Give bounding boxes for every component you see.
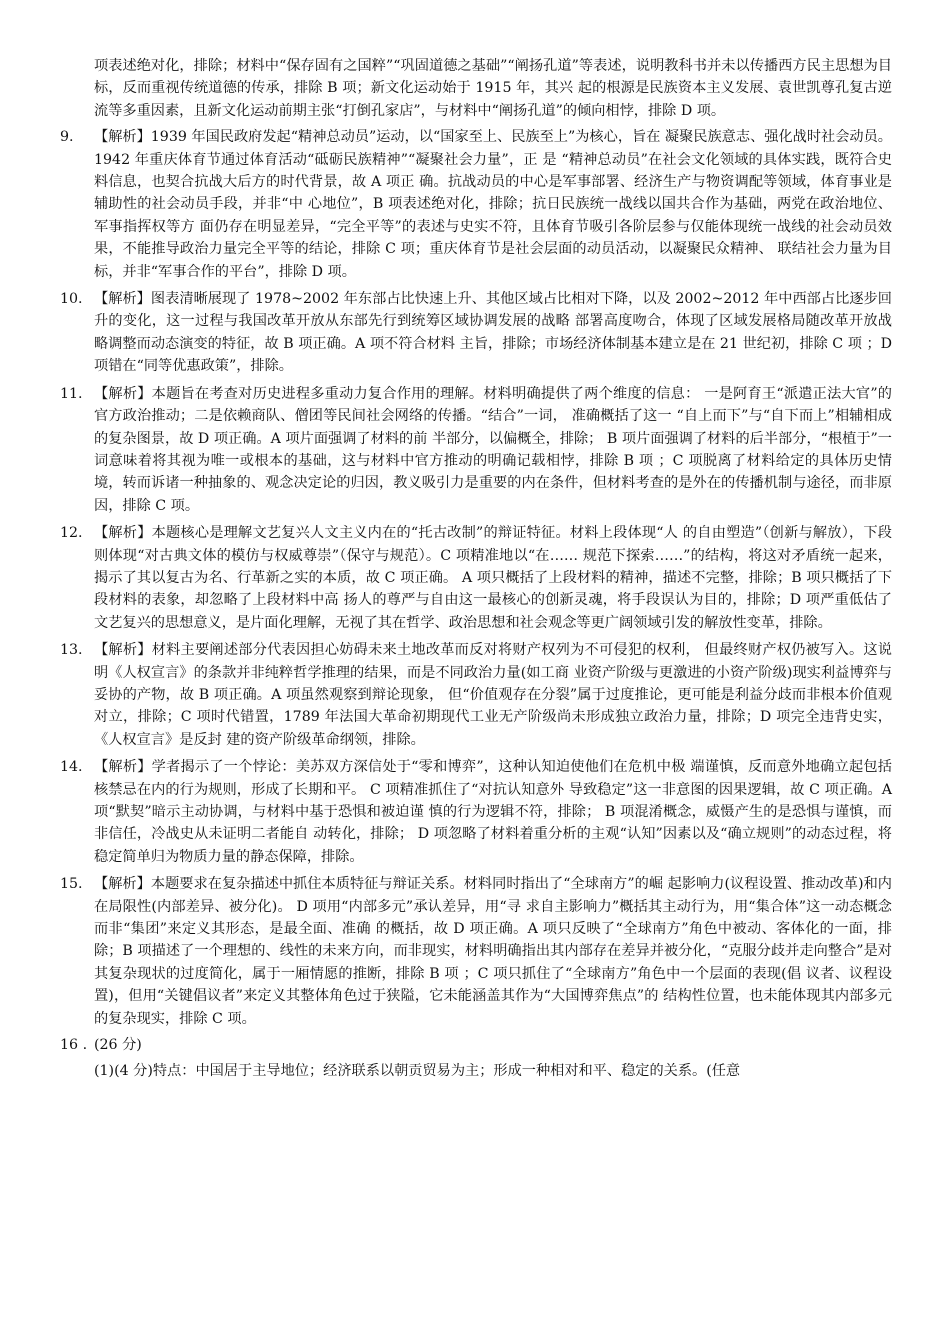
item-number: 15. (60, 876, 83, 893)
question-16-heading (60, 1034, 892, 1056)
item-text: 【解析】本题核心是理解文艺复兴人文主义内在的“托古改制”的辩证特征。材料上段体现“人 的自由塑造”（创新与解放），下段则体现“对古典文体的模仿与权威尊崇”（保守与规范）。C 项精准地以“在…… 规范下探索……”的结构，将这对矛盾统一起来，揭示了其以复古为名、行革新之实的本质，故 C 项正确。 A 项只概括了上段材料的精神，描述不完整，排除；B 项只概括了下段材料的表象，却忽略了上段材料中高 扬人的尊严与自由这一最核心的创新灵魂，将手段误认为目的，排除；D 项严重低估了文艺复兴的思想意义，是片面化理解，无视了其在哲学、政治思想和社会观念等更广阔领域引发的解放性变革，排除。 (94, 525, 892, 631)
question-score: (26 分) (94, 1037, 142, 1054)
document-page (60, 55, 892, 1087)
answer-item-9 (60, 126, 892, 283)
item-number: 14. (60, 759, 83, 776)
item-number: 13. (60, 642, 83, 659)
answer-item-11 (60, 383, 892, 517)
item-text: 【解析】图表清晰展现了 1978~2002 年东部占比快速上升、其他区域占比相对下降，以及 2002~2012 年中西部占比逐步回升的变化，这一过程与我国改革开放从东部先行到统筹区域协调发展的战略 部署高度吻合，体现了区域发展格局随改革开放战略调整而动态演变的特征，故 B 项正确。A 项不符合材料 主旨，排除；市场经济体制基本建立是在 21 世纪初，排除 C 项 ；D 项错在“同等优惠政策”，排除。 (94, 291, 892, 375)
item-text: 【解析】学者揭示了一个悖论：美苏双方深信处于“零和博弈”，这种认知迫使他们在危机中极 端谨慎，反而意外地确立起包括核禁忌在内的行为规则，形成了长期和平。 C 项精准抓住了“对抗认知意外 导致稳定”这一非意图的因果逻辑，故 C 项正确。A 项“默契”暗示主动协调，与材料中基于恐惧和被迫谨 慎的行为逻辑不符，排除； B 项混淆概念，威慑产生的是恐惧与谨慎，而非信任，冷战史从未证明二者能自 动转化，排除； D 项忽略了材料着重分析的主观“认知”因素以及“确立规则”的动态过程，将稳定简单归为物质力量的静态保障，排除。 (94, 759, 892, 865)
item-text: 【解析】材料主要阐述部分代表因担心妨碍未来土地改革而反对将财产权列为不可侵犯的权利， 但最终财产权仍被写入。这说明《人权宣言》的条款并非纯粹哲学推理的结果，而是不同政治力量(如工商 业资产阶级与更激进的小资产阶级)现实利益博弈与妥协的产物，故 B 项正确。A 项虽然观察到辩论现象， 但“价值观存在分裂”属于过度推论，更可能是利益分歧而非根本价值观对立，排除；C 项时代错置，1789 年法国大革命初期现代工业无产阶级尚未形成独立政治力量，排除；D 项完全违背史实，《人权宣言》是反封 建的资产阶级革命纲领，排除。 (94, 642, 892, 748)
item-number: 12. (60, 525, 83, 542)
answer-item-13 (60, 639, 892, 751)
answer-item-12 (60, 522, 892, 634)
item-number: 11. (60, 385, 83, 402)
continuation-paragraph: 项表述绝对化，排除；材料中“保存固有之国粹”“巩固道德之基础”“阐扬孔道”等表述，说明教科书并未以传播西方民主思想为目标，反而重视传统道德的传承，排除 B 项；新文化运动始于 1915 年，其兴 起的根源是民族资本主义发展、袁世凯尊孔复古逆流等多重因素，且新文化运动前期主张“打倒孔家店”，与材料中“阐扬孔道”的倾向相悖，排除 D 项。 (94, 58, 892, 119)
answer-item-15 (60, 873, 892, 1030)
question-16-part-1: (1)(4 分)特点：中国居于主导地位；经济联系以朝贡贸易为主；形成一种相对和平、稳定的关系。(任意 (94, 1063, 741, 1080)
item-text: 【解析】1939 年国民政府发起“精神总动员”运动，以“国家至上、民族至上”为核心，旨在 凝聚民族意志、强化战时社会动员。1942 年重庆体育节通过体育活动“砥砺民族精神”“凝聚社会力量”，正 是 “精神总动员”在社会文化领域的具体实践，既符合史料信息，也契合抗战大后方的时代背景，故 A 项正 确。抗战动员的中心是军事部署、经济生产与物资调配等领域，体育事业是辅助性的社会动员手段，并非“中 心地位”，B 项表述绝对化，排除；抗日民族统一战线以国共合作为基础，两党在政治地位、军事指挥权等方 面仍存在明显差异，“完全平等”的表述与史实不符，且体育节吸引各阶层参与仅能体现统一战线的社会动员效果，不能推导政治力量完全平等的结论，排除 C 项；重庆体育节是社会层面的动员活动，以凝聚民众精神、 联结社会力量为目标，并非“军事合作的平台”，排除 D 项。 (94, 129, 892, 280)
answer-item-14 (60, 756, 892, 868)
item-number: 9. (60, 129, 74, 146)
item-text: 【解析】本题要求在复杂描述中抓住本质特征与辩证关系。材料同时指出了“全球南方”的崛 起影响力(议程设置、推动改革)和内在局限性(内部差异、被分化)。 D 项用“内部多元”承认差异，用“寻 求自主影响力”概括其主动行为，用“集合体”这一动态概念而非“集团”来定义其形态，是最全面、准确 的概括，故 D 项正确。A 项只反映了“全球南方”角色中被动、客体化的一面，排除；B 项描述了一个理想的、线性的未来方向，而非现实，材料明确指出其内部存在差异并被分化，“克服分歧并走向整合”是对其复杂现状的过度简化，属于一厢情愿的推断，排除 B 项 ；C 项只抓住了“全球南方”角色中一个层面的表现(倡 议者、议程设置)，但用“关键倡议者”来定义其整体角色过于狭隘，它未能涵盖其作为“大国博弈焦点”的 结构性位置，也未能体现其内部多元的复杂现实，排除 C 项。 (94, 876, 892, 1027)
item-number: 10. (60, 291, 83, 308)
item-number: 16 . (60, 1037, 88, 1054)
answer-item-10 (60, 288, 892, 378)
item-text: 【解析】本题旨在考查对历史进程多重动力复合作用的理解。材料明确提供了两个维度的信息： 一是阿育王“派遣正法大官”的官方政治推动；二是依赖商队、僧团等民间社会网络的传播。“结合”一词， 准确概括了这一 “自上而下”与“自下而上”相辅相成的复杂图景，故 D 项正确。A 项片面强调了材料的前 半部分，以偏概全，排除； B 项片面强调了材料的后半部分，“根植于”一词意味着将其视为唯一或根本的基础，这与材料中官方推动的明确记载相悖，排除 B 项 ；C 项脱离了材料给定的具体历史情境，转而诉诸一种抽象的、观念决定论的归因，教义吸引力是重要的内在条件，但材料考查的是外在的传播机制与途径，而非原因，排除 C 项。 (94, 385, 892, 514)
